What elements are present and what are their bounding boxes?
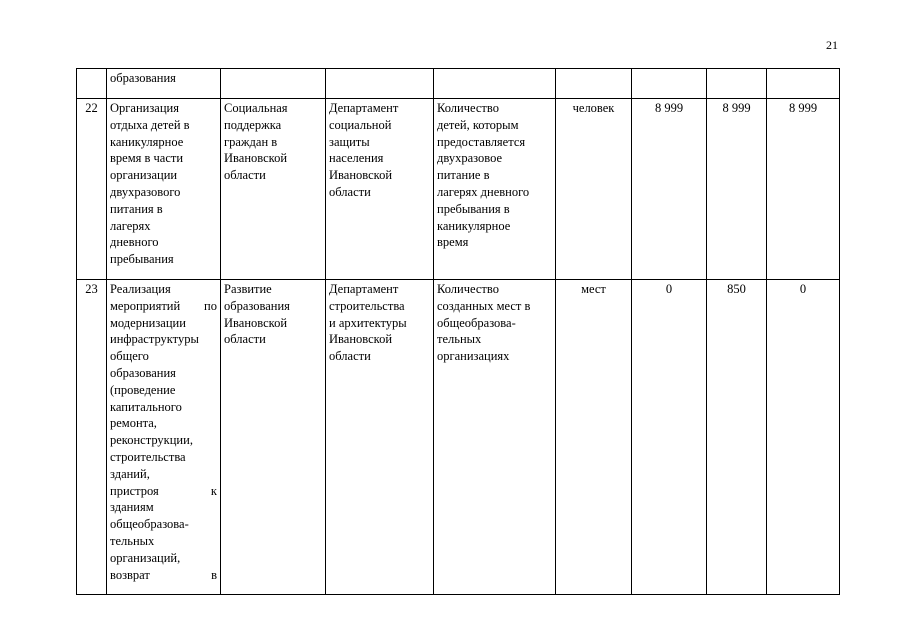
indicator-line: Количество <box>437 282 499 296</box>
name-line-left: организаций, <box>110 550 181 565</box>
table-row-22 <box>77 99 840 280</box>
cell-unit: человек <box>556 99 632 280</box>
name-line-left: зданий, <box>110 466 150 481</box>
name-line-left: тельных <box>110 533 155 548</box>
cell-executor <box>326 280 434 595</box>
cell-name <box>107 280 221 595</box>
name-line: двухразового <box>110 184 181 199</box>
executor-line: населения <box>329 151 384 166</box>
name-line <box>110 298 217 315</box>
name-line-left: капитального <box>110 399 182 414</box>
cell-value-1 <box>632 69 707 99</box>
name-line-left: ремонта, <box>110 416 157 431</box>
cell-indicator <box>434 99 556 280</box>
cell-value-2: 8 999 <box>707 99 767 280</box>
name-line: отдыха детей в <box>110 117 190 132</box>
table-row-23 <box>77 280 840 595</box>
executor-line: защиты <box>329 134 370 149</box>
name-line <box>110 567 217 584</box>
name-line-right: по <box>204 298 217 313</box>
name-line-right: к <box>210 483 217 498</box>
name-line-left: модернизации <box>110 315 186 330</box>
executor-line: Ивановской <box>329 332 393 347</box>
cell-unit: мест <box>556 280 632 595</box>
name-line-left: зданиям <box>110 500 154 515</box>
name-line: лагерях <box>110 218 151 233</box>
name-line: дневного <box>110 235 159 250</box>
executor-line: и архитектуры <box>329 315 407 330</box>
indicator-line: питание в <box>437 168 490 183</box>
name-line-left: строительства <box>110 449 186 464</box>
program-line: Ивановской <box>224 315 288 330</box>
indicator-line: организациях <box>437 349 510 364</box>
cell-value-1: 0 <box>632 280 707 595</box>
name-tail-text: образования <box>110 71 176 85</box>
name-line <box>110 516 217 533</box>
name-line <box>110 550 217 567</box>
cell-program <box>221 280 326 595</box>
name-line-left: возврат <box>110 567 150 582</box>
cell-name <box>107 69 221 99</box>
indicator-line: каникулярное <box>437 218 511 233</box>
name-line <box>110 533 217 550</box>
name-line: организации <box>110 168 178 183</box>
name-line: время в части <box>110 151 184 166</box>
cell-value-2 <box>707 69 767 99</box>
cell-value-3 <box>767 69 840 99</box>
name-line <box>110 331 217 348</box>
name-line-right: в <box>211 567 217 582</box>
executor-line: социальной <box>329 117 392 132</box>
indicator-line: пребывания в <box>437 201 510 216</box>
cell-value-1: 8 999 <box>632 99 707 280</box>
executor-line: области <box>329 184 371 199</box>
name-line <box>110 483 217 500</box>
executor-line: области <box>329 349 371 364</box>
indicator-line: лагерях дневного <box>437 184 530 199</box>
name-line-left: пристроя <box>110 483 159 498</box>
program-line: поддержка <box>224 117 282 132</box>
name-line-left: Реализация <box>110 282 171 296</box>
program-indicators-table <box>76 68 840 595</box>
name-line <box>110 348 217 365</box>
indicator-line: время <box>437 235 469 250</box>
cell-executor <box>326 69 434 99</box>
executor-line: Ивановской <box>329 168 393 183</box>
indicator-line: общеобразова- <box>437 315 516 330</box>
cell-name <box>107 99 221 280</box>
cell-value-3: 8 999 <box>767 99 840 280</box>
program-line: Ивановской <box>224 151 288 166</box>
name-line-left: реконструкции, <box>110 433 193 448</box>
indicator-line: Количество <box>437 101 499 115</box>
name-line <box>110 365 217 382</box>
name-line-left: (проведение <box>110 382 176 397</box>
program-line: Развитие <box>224 282 272 296</box>
name-line <box>110 399 217 416</box>
cell-indicator <box>434 280 556 595</box>
cell-value-3: 0 <box>767 280 840 595</box>
program-line: Социальная <box>224 101 288 115</box>
name-line <box>110 499 217 516</box>
name-line-left: общего <box>110 349 149 364</box>
name-line-left: общеобразова- <box>110 517 189 532</box>
table-row-continued <box>77 69 840 99</box>
cell-value-2: 850 <box>707 280 767 595</box>
page-number: 21 <box>826 38 838 52</box>
executor-line: Департамент <box>329 101 399 115</box>
executor-line: строительства <box>329 298 405 313</box>
name-line <box>110 315 217 332</box>
name-line-left: мероприятий <box>110 298 181 313</box>
indicator-line: созданных мест в <box>437 298 531 313</box>
program-line: области <box>224 332 266 347</box>
program-line: области <box>224 168 266 183</box>
cell-program <box>221 69 326 99</box>
name-line <box>110 382 217 399</box>
name-line <box>110 281 217 298</box>
name-line <box>110 432 217 449</box>
program-line: образования <box>224 298 290 313</box>
name-line <box>110 466 217 483</box>
program-line: граждан в <box>224 134 278 149</box>
indicator-line: тельных <box>437 332 482 347</box>
name-line <box>110 449 217 466</box>
cell-num: 23 <box>77 280 107 595</box>
indicator-line: детей, которым <box>437 117 519 132</box>
cell-unit <box>556 69 632 99</box>
indicator-line: двухразовое <box>437 151 503 166</box>
name-line-left: инфраструктуры <box>110 332 199 347</box>
name-line-left: образования <box>110 365 176 380</box>
name-line: каникулярное <box>110 134 184 149</box>
cell-program <box>221 99 326 280</box>
cell-num <box>77 69 107 99</box>
indicator-line: предоставляется <box>437 134 526 149</box>
name-line: Организация <box>110 101 179 115</box>
name-line: пребывания <box>110 252 174 267</box>
name-line <box>110 415 217 432</box>
executor-line: Департамент <box>329 282 399 296</box>
cell-num: 22 <box>77 99 107 280</box>
cell-indicator <box>434 69 556 99</box>
cell-executor <box>326 99 434 280</box>
name-line: питания в <box>110 201 163 216</box>
